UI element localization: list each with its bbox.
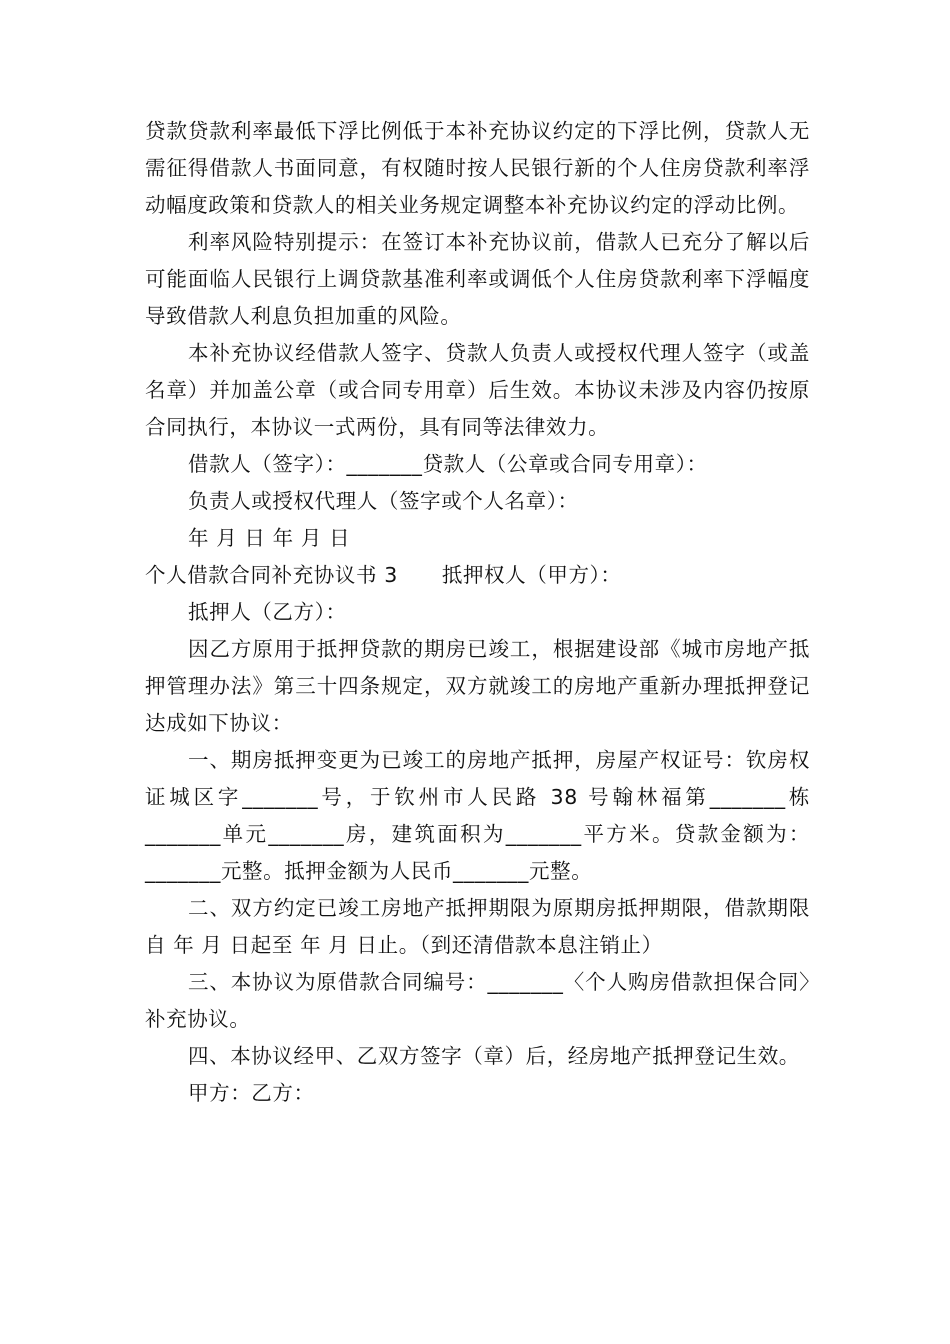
- signature-line-borrower-lender: 借款人（签字）：_______贷款人（公章或合同专用章）：: [188, 452, 708, 476]
- clause-3: 三、本协议为原借款合同编号：_______〈个人购房借款担保合同〉补充协议。: [145, 970, 810, 1031]
- document-body: [145, 113, 810, 1112]
- paragraph-background: 因乙方原用于抵押贷款的期房已竣工，根据建设部《城市房地产抵押管理办法》第三十四条规定，双方就竣工的房地产重新办理抵押登记达成如下协议：: [145, 637, 810, 735]
- clause-1: 一、期房抵押变更为已竣工的房地产抵押，房屋产权证号：钦房权证城区字_______号，于钦州市人民路 38 号翰林福第_______栋_______单元_______房，建筑面积为_______平方米。贷款金额为：_______元整。抵押金额为人民币_______元整。: [145, 748, 810, 883]
- party-signature-line: 甲方：乙方：: [188, 1081, 315, 1105]
- paragraph-effectiveness: 本补充协议经借款人签字、贷款人负责人或授权代理人签字（或盖名章）并加盖公章（或合同专用章）后生效。本协议未涉及内容仍按原合同执行，本协议一式两份，具有同等法律效力。: [145, 341, 810, 439]
- mortgagor-label: 抵押人（乙方）：: [188, 600, 347, 624]
- clause-2: 二、双方约定已竣工房地产抵押期限为原期房抵押期限，借款期限自 年 月 日起至 年 月 日止。（到还清借款本息注销止）: [145, 896, 810, 957]
- date-line: 年 月 日 年 月 日: [188, 526, 351, 550]
- section-title: 个人借款合同补充协议书 3: [145, 563, 398, 587]
- paragraph-rate-adjustment: 贷款贷款利率最低下浮比例低于本补充协议约定的下浮比例，贷款人无需征得借款人书面同意，有权随时按人民银行新的个人住房贷款利率浮动幅度政策和贷款人的相关业务规定调整本补充协议约定的浮动比例。: [145, 119, 810, 217]
- section-heading-line: [145, 557, 810, 594]
- paragraph-risk-notice: 利率风险特别提示：在签订本补充协议前，借款人已充分了解以后可能面临人民银行上调贷款基准利率或调低个人住房贷款利率下浮幅度导致借款人利息负担加重的风险。: [145, 230, 810, 328]
- mortgagee-label: 抵押权人（甲方）：: [441, 563, 622, 587]
- clause-4: 四、本协议经甲、乙双方签字（章）后，经房地产抵押登记生效。: [188, 1044, 800, 1068]
- signature-line-representative: 负责人或授权代理人（签字或个人名章）：: [188, 489, 579, 513]
